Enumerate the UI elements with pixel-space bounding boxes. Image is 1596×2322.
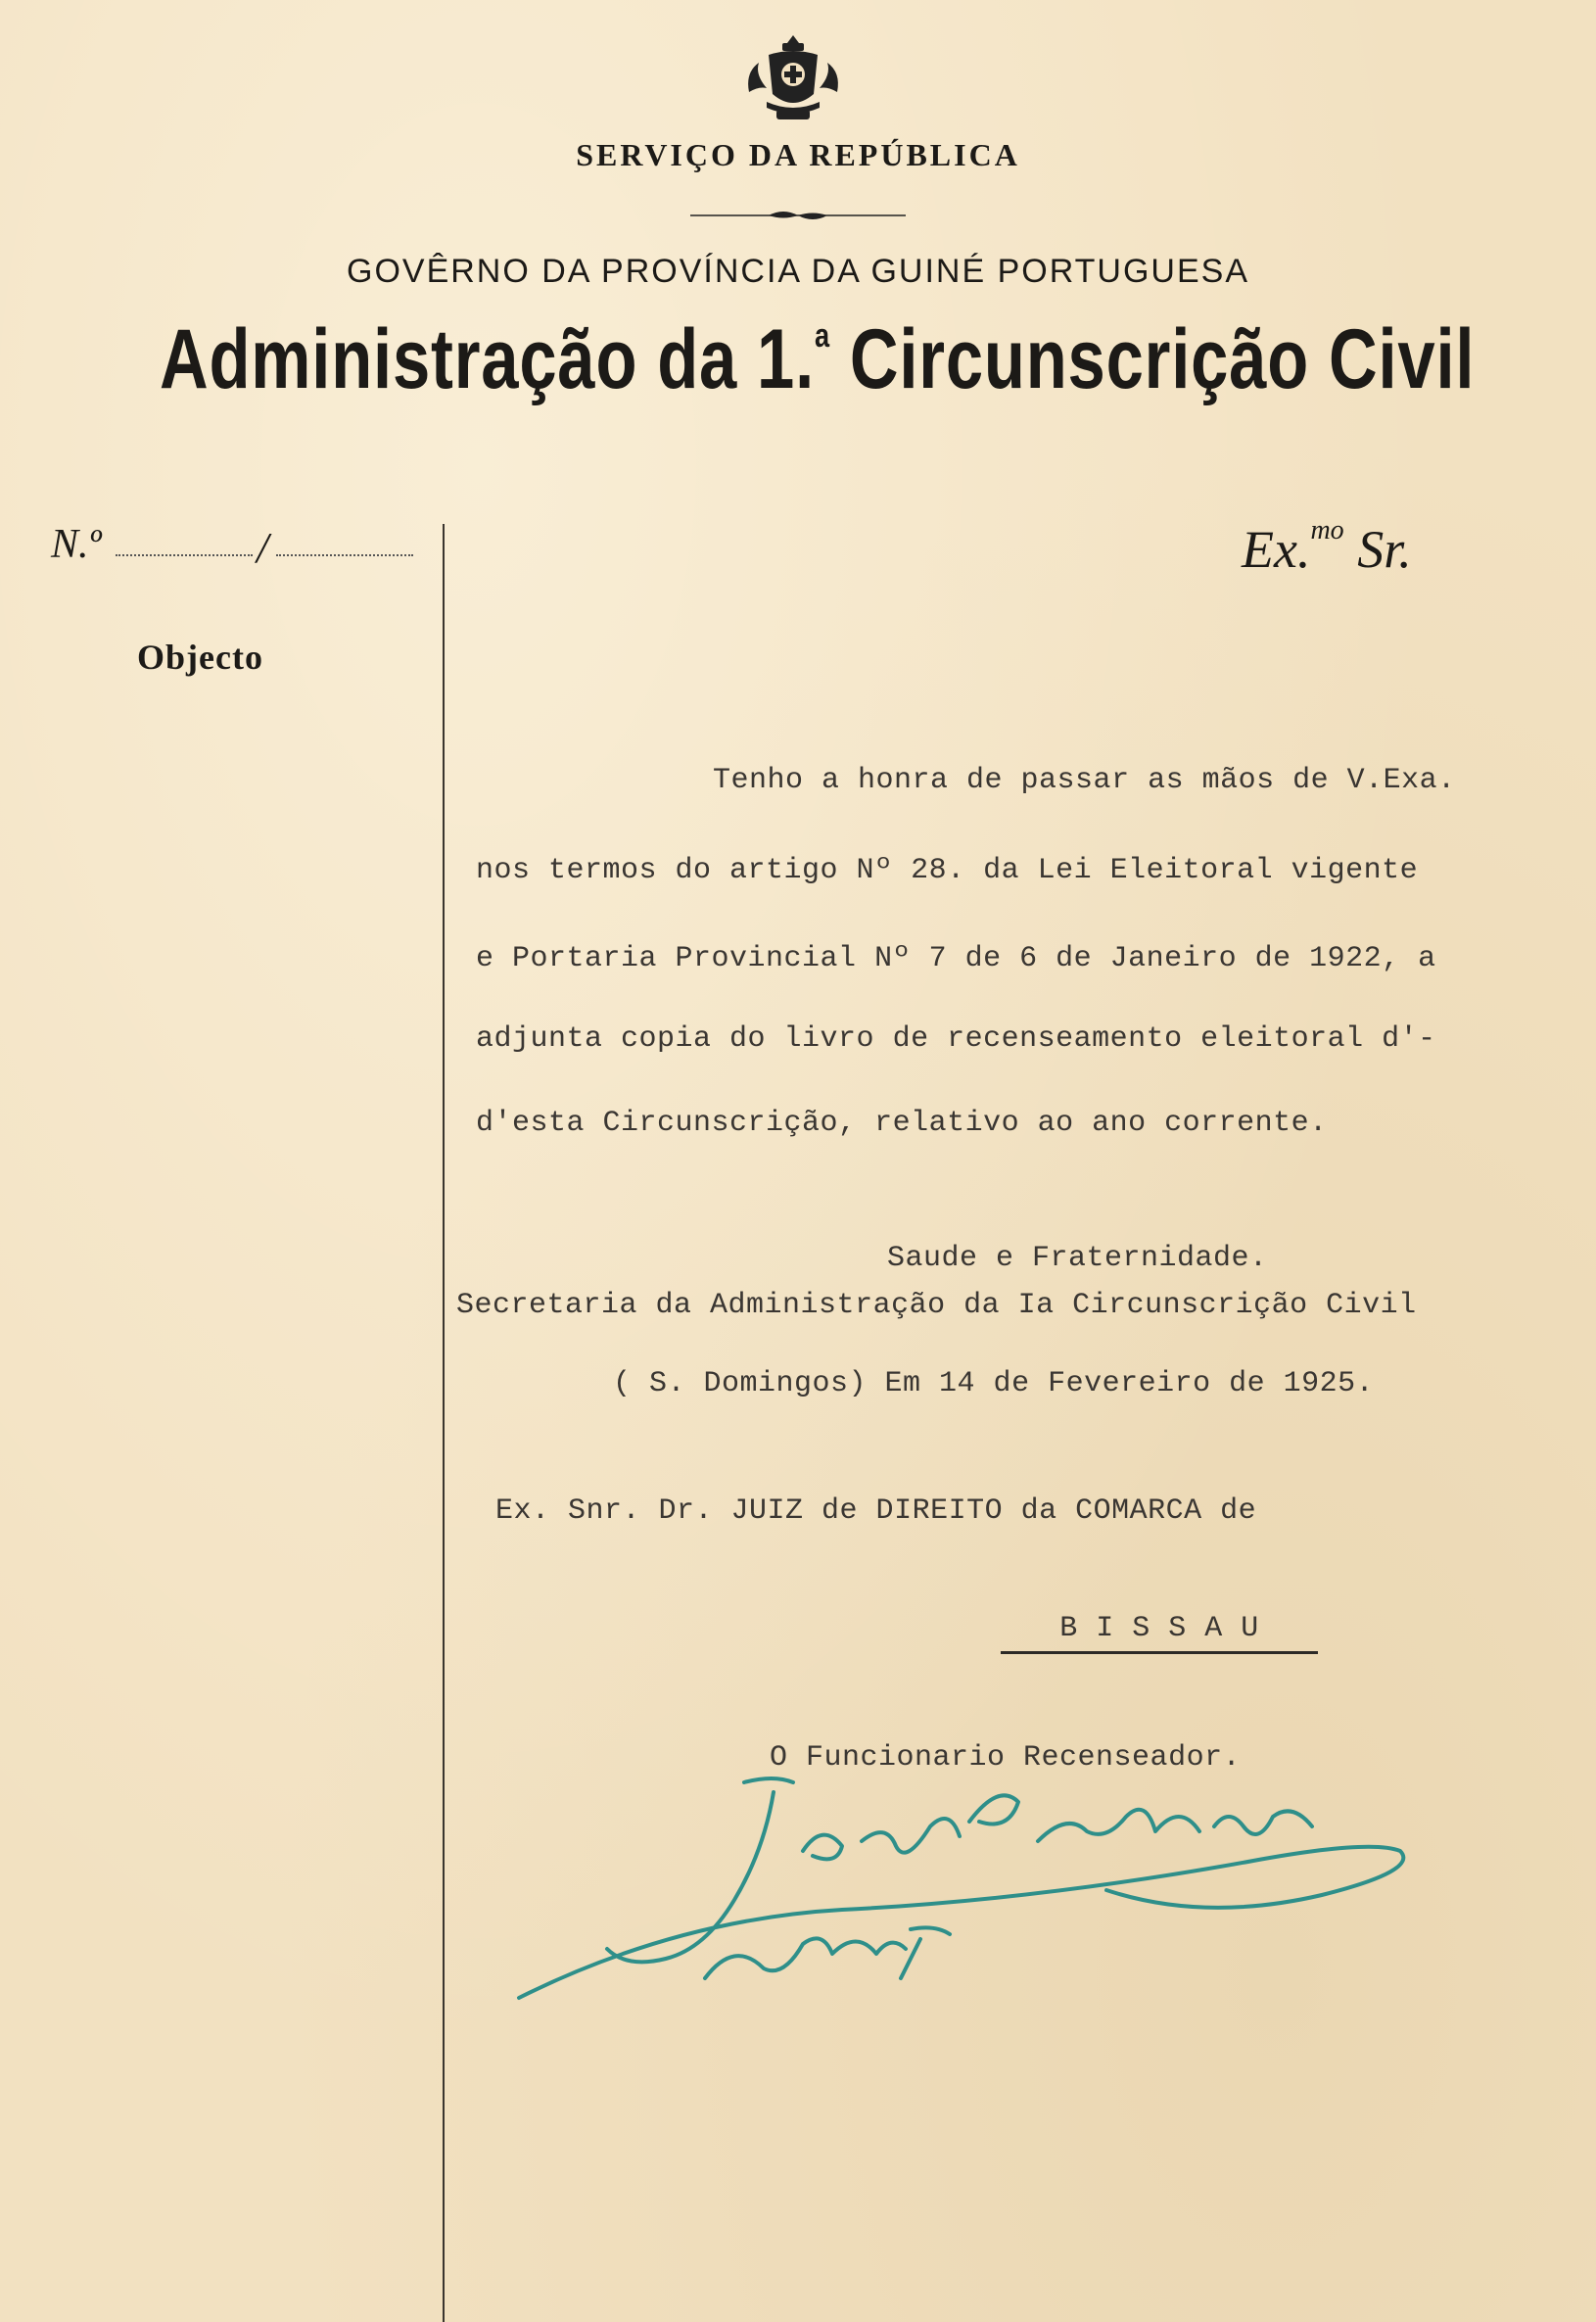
body-line-1: Tenho a honra de passar as mãos de V.Exa. (713, 764, 1456, 797)
margin-divider (443, 524, 445, 2322)
government-heading: GOVÊRNO DA PROVÍNCIA DA GUINÉ PORTUGUESA (347, 253, 1249, 290)
year-dotted-line (276, 554, 413, 556)
closing-greeting: Saude e Fraternidade. (887, 1242, 1268, 1275)
number-dotted-line (116, 554, 253, 556)
body-line-5: d'esta Circunscrição, relativo ao ano corrente. (476, 1107, 1328, 1140)
administration-heading (160, 311, 1476, 408)
ornament-divider-icon (690, 208, 906, 223)
number-label: N.º (51, 522, 102, 567)
number-slash: / (257, 524, 269, 572)
recipient-city: B I S S A U (1001, 1612, 1318, 1654)
administration-text-rest: Circunscrição Civil (829, 312, 1476, 406)
signatory-title: O Funcionario Recenseador. (770, 1741, 1242, 1775)
body-line-4: adjunta copia do livro de recenseamento eleitoral d'- (476, 1022, 1436, 1056)
salutation (1242, 515, 1412, 580)
administration-text: Administração da 1. (160, 312, 816, 406)
coat-of-arms-icon (739, 33, 847, 127)
closing-place-date: ( S. Domingos) Em 14 de Fevereiro de 1925. (613, 1367, 1375, 1400)
object-label: Objecto (137, 638, 263, 677)
closing-office: Secretaria da Administração da Ia Circunscrição Civil (456, 1289, 1417, 1322)
ordinal-superscript: a (815, 317, 830, 355)
salutation-sr: Sr. (1343, 520, 1412, 579)
service-heading: SERVIÇO DA REPÚBLICA (576, 137, 1020, 172)
salutation-ex: Ex. (1242, 520, 1311, 579)
body-line-3: e Portaria Provincial Nº 7 de 6 de Janeiro de 1922, a (476, 942, 1436, 975)
handwritten-signature-icon (509, 1743, 1410, 2017)
body-line-2: nos termos do artigo Nº 28. da Lei Eleitoral vigente (476, 854, 1419, 887)
recipient-line: Ex. Snr. Dr. JUIZ de DIREITO da COMARCA de (495, 1494, 1257, 1528)
salutation-sup: mo (1310, 515, 1344, 545)
